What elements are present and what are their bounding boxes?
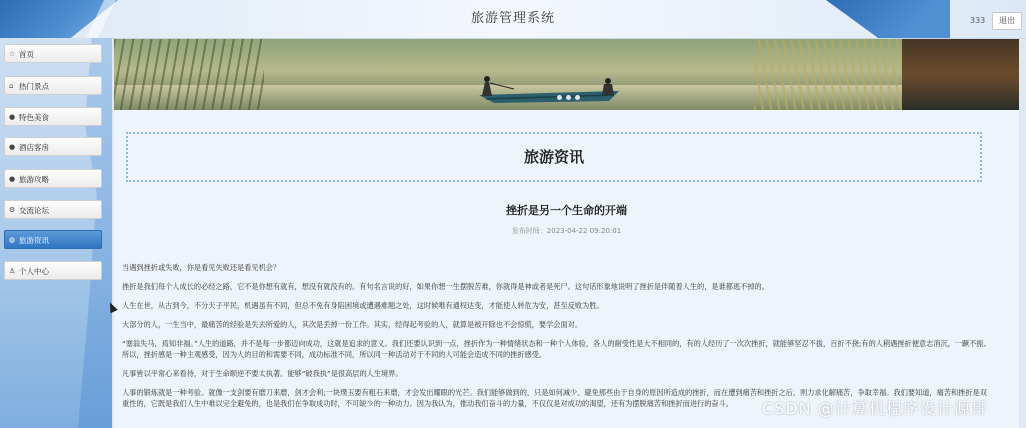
- carousel-dot[interactable]: [575, 95, 580, 100]
- circle-icon: ●: [9, 113, 16, 121]
- sidebar-item-profile[interactable]: [4, 261, 102, 280]
- watermark: CSDN @计算机程序设计源哥: [762, 399, 988, 418]
- sidebar: [0, 38, 112, 428]
- sidebar-item-label: 旅游攻略: [19, 175, 49, 184]
- settings-icon: ⚙: [9, 206, 16, 214]
- sidebar-item-label: 特色美食: [19, 113, 49, 122]
- article-paragraph: 人事的锻炼就是一种考验。就像一支剑要有磨刀来磨，剑才会利;一块璞玉要有粗石来磨，才会发出耀眼的光芒。我们能够做到的，只是如何减少、避免那些由于自身的原因所造成的挫折，而在遭到痛苦和挫折之后，则力求化解痛苦，争取幸福。我们要知道，痛苦和挫折是双重性的，它既是我们人生中难以完全避免的，也是我们在争取成功时，不可缺少的一种动力。因为我认为，推动我们奋斗的力量，不仅仅是对成功的渴望，还有为摆脱痛苦和挫折而进行的奋斗。: [122, 388, 987, 408]
- sidebar-item-guides[interactable]: [4, 169, 102, 188]
- article-paragraph: 凡事皆以平常心来看待，对于生命顺逆不要太执著。能够“破我执”是很高层的人生境界。: [122, 369, 403, 378]
- carousel-dot[interactable]: [566, 95, 571, 100]
- article-paragraph: 挫折是我们每个人成长的必经之路，它不是你想有就有，想没有就没有的。有句名言说的好，如果你想一生摆脱苦难，你就得是神或者是死尸。这句话形象地说明了挫折是伴随着人生的，是谁都逃不掉的。: [122, 282, 769, 291]
- sidebar-item-label: 旅游资讯: [19, 236, 49, 245]
- article-paragraph: 大部分的人，一生当中，最痛苦的经验是失去所爱的人，其次是丢掉一份工作。其实，经得起考验的人，就算是被开除也不会惊慌，要学会面对。: [122, 320, 583, 329]
- article-body: [122, 262, 994, 417]
- section-title: 旅游资讯: [126, 132, 982, 182]
- sidebar-item-label: 首页: [19, 50, 34, 59]
- article-paragraph: 当遇到挫折或失败，你是看见失败还是看见机会？: [122, 263, 281, 272]
- carousel-dot[interactable]: [557, 95, 562, 100]
- globe-icon: ◍: [9, 236, 16, 244]
- sidebar-item-news[interactable]: [4, 230, 102, 249]
- main-content: [114, 110, 1019, 428]
- sidebar-item-attractions[interactable]: [4, 76, 102, 95]
- sidebar-item-home[interactable]: [4, 44, 102, 63]
- sidebar-item-label: 酒店客房: [19, 143, 49, 152]
- banner-side-photo: [902, 39, 1019, 110]
- sidebar-item-hotel[interactable]: [4, 137, 102, 156]
- star-icon: ☆: [9, 50, 16, 58]
- circle-icon: ●: [9, 175, 16, 183]
- sidebar-item-label: 交流论坛: [19, 206, 49, 215]
- user-icon: ♙: [9, 267, 16, 275]
- article-paragraph: “塞翁失马，焉知非福。”人生的道路，并不是每一步都迈向成功，这就是追求的意义。我们还要认识到一点，挫折作为一种情绪状态和一种个人体验，各人的耐受性是大不相同的，有的人经历了一次次挫折，就能够坚忍不拔，百折不挠;有的人稍遇挫折便意志消沉，一蹶不振。所以，挫折感是一种主观感受，因为人的目的和需要不同，成功标准不同，所以同一种活动对于不同的人可能会造成不同的挫折感受。: [122, 339, 991, 359]
- sidebar-item-label: 热门景点: [19, 82, 49, 91]
- top-header: [0, 0, 1026, 39]
- sidebar-item-food[interactable]: [4, 107, 102, 126]
- username-label: 333: [970, 16, 986, 25]
- sidebar-item-label: 个人中心: [19, 267, 49, 276]
- sidebar-item-forum[interactable]: [4, 200, 102, 219]
- home-icon: ⌂: [9, 82, 14, 90]
- article-title: 挫折是另一个生命的开端: [506, 204, 627, 217]
- article-paragraph: 人生在世，从古到今，不分天子平民，机遇虽有不同，但总不免有身陷困境或遭遇难题之处，这时候唯有通权达变，才能使人转危为安，甚至反败为胜。: [122, 301, 604, 310]
- logout-button[interactable]: 退出: [992, 12, 1022, 30]
- banner-carousel[interactable]: [114, 39, 1019, 110]
- circle-icon: ●: [9, 143, 16, 151]
- app-title: 旅游管理系统: [470, 11, 555, 26]
- publish-time: 发布时间：2023-04-22 09:20:01: [511, 227, 622, 235]
